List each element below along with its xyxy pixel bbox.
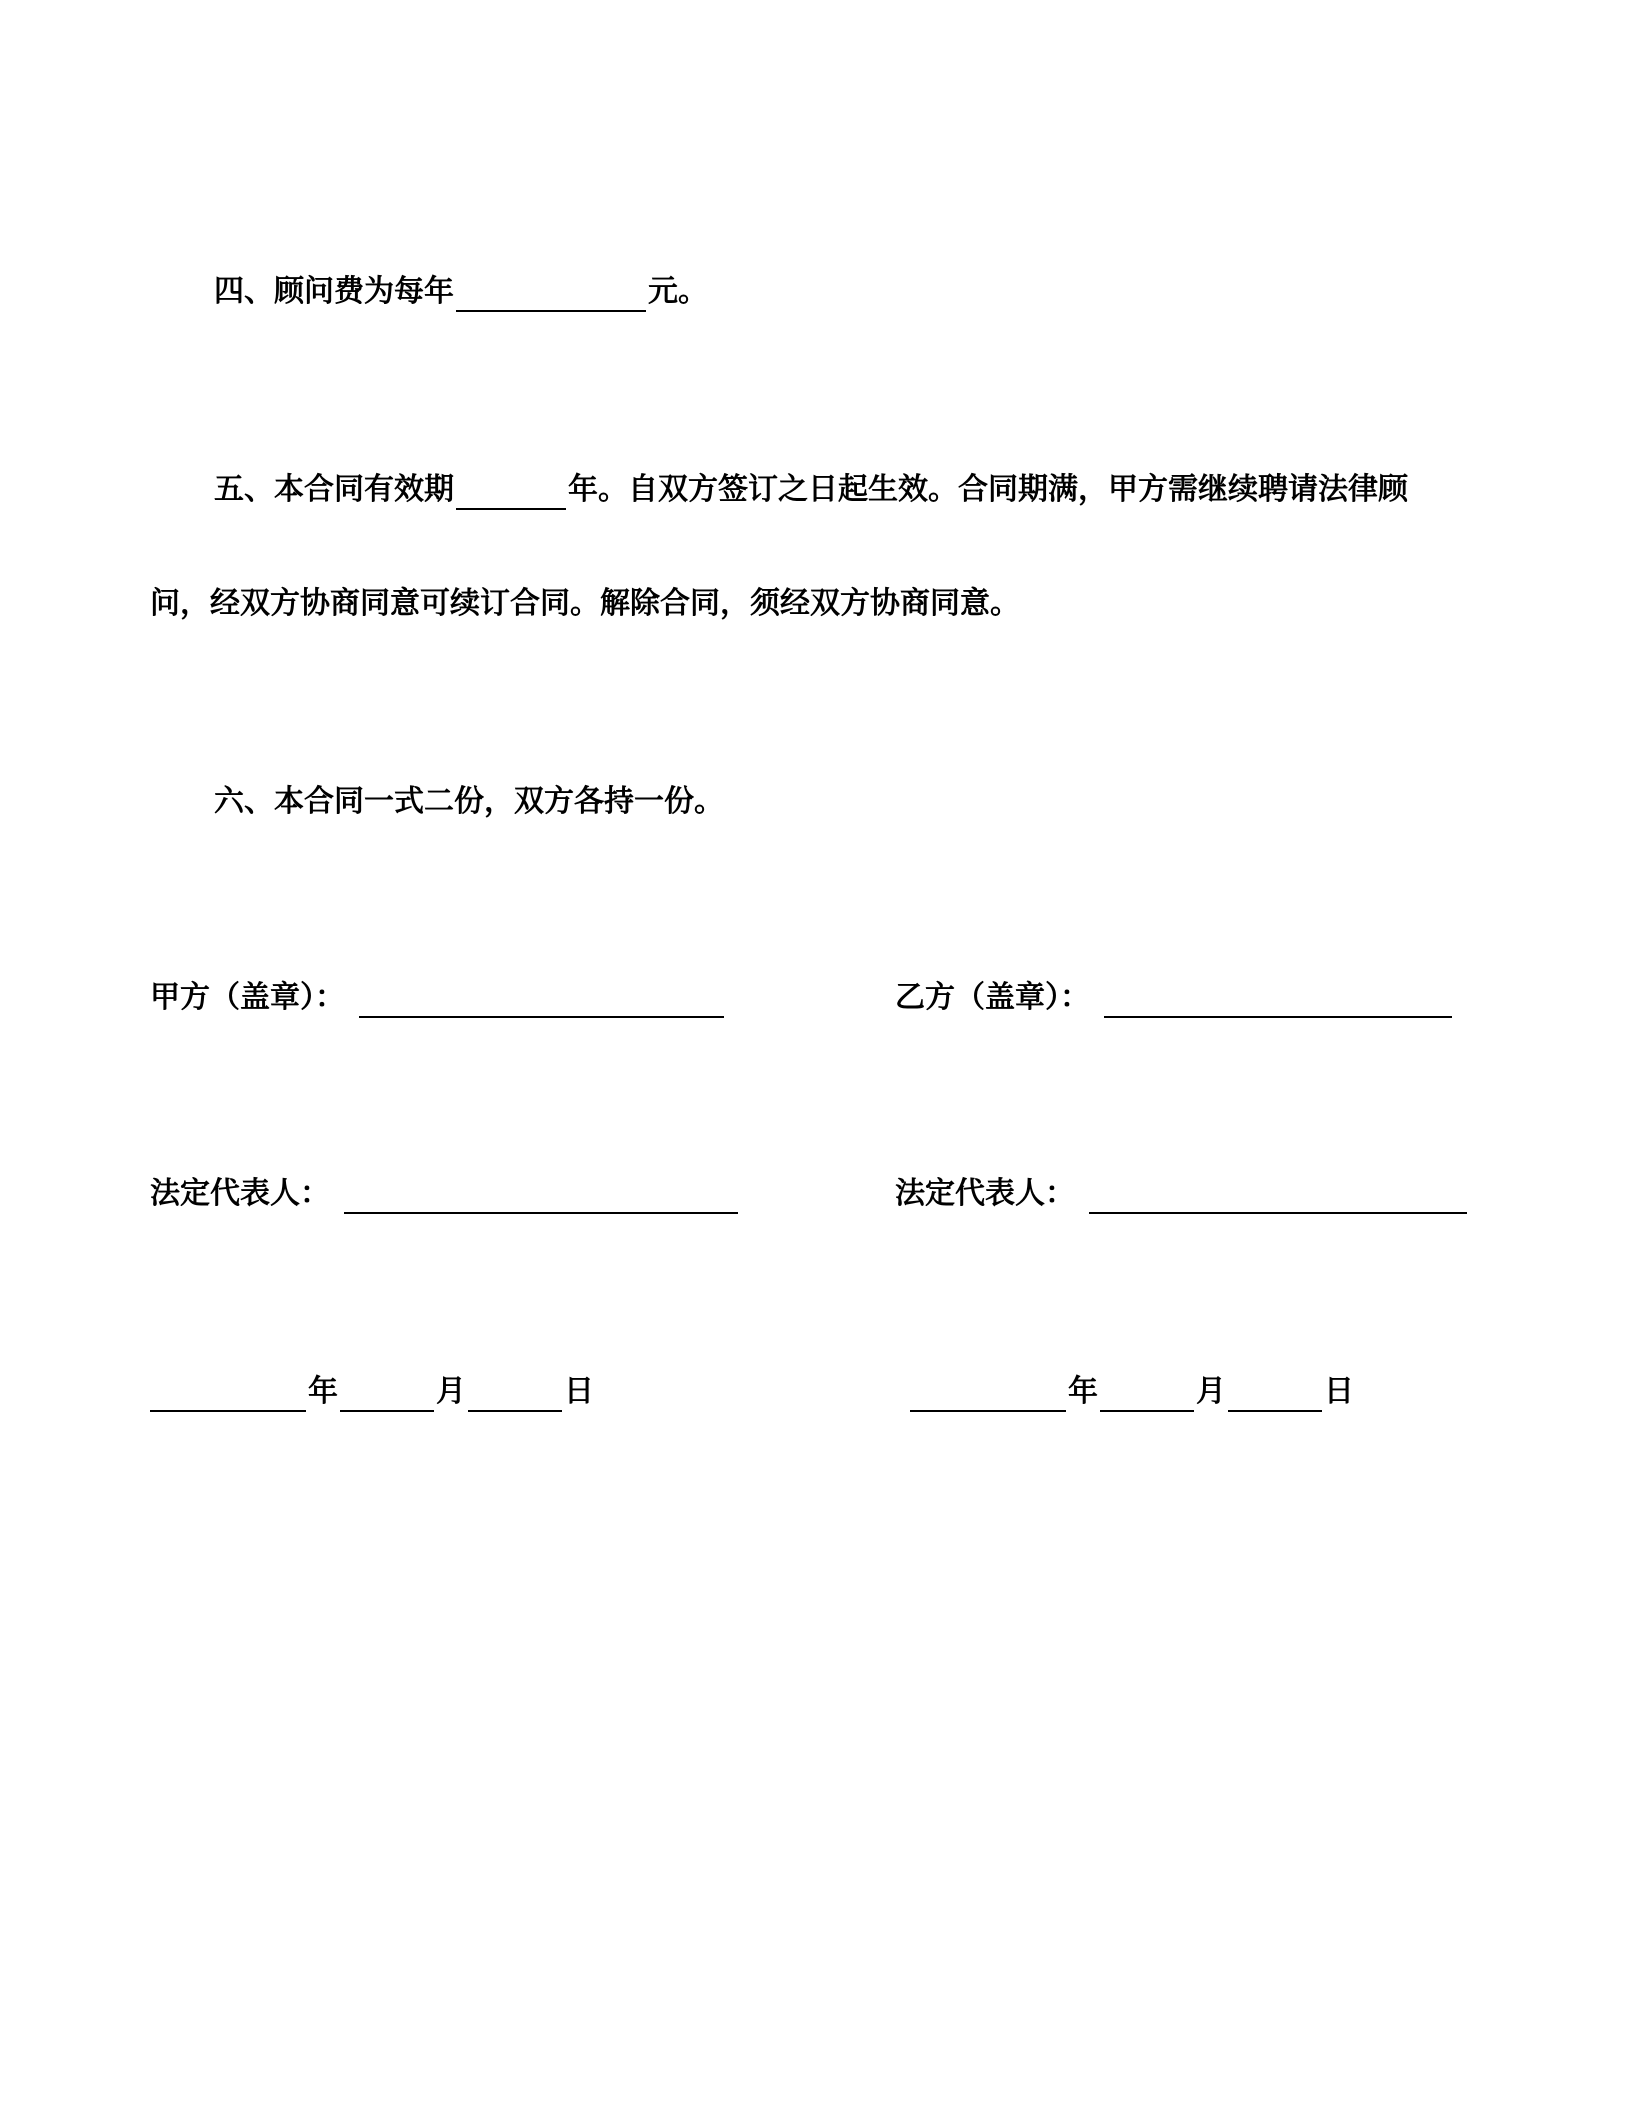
party-a-month-blank[interactable]: [340, 1374, 434, 1412]
clause-six-text: 六、本合同一式二份，双方各持一份。: [214, 784, 724, 819]
party-a-day-blank[interactable]: [468, 1374, 562, 1412]
clause-five-line2-text: 问，经双方协商同意可续订合同。解除合同，须经双方协商同意。: [150, 586, 1020, 621]
party-a-seal-blank[interactable]: [359, 980, 724, 1018]
party-b-day-label: 日: [1324, 1374, 1354, 1409]
clause-four: [214, 272, 708, 312]
clause-six: [214, 782, 724, 822]
contract-term-blank[interactable]: [456, 472, 566, 510]
party-b-seal-label: 乙方（盖章）：: [895, 980, 1090, 1015]
clause-five-prefix: 五、本合同有效期: [214, 472, 454, 507]
clause-five-line2: [150, 584, 1020, 624]
annual-fee-blank[interactable]: [456, 274, 646, 312]
party-a-date-row: [150, 1372, 594, 1412]
clause-five-suffix: 年。自双方签订之日起生效。合同期满，甲方需继续聘请法律顾: [568, 472, 1408, 507]
party-b-month-blank[interactable]: [1100, 1374, 1194, 1412]
party-a-month-label: 月: [436, 1374, 466, 1409]
clause-five-line1: [214, 470, 1408, 510]
party-a-rep-blank[interactable]: [344, 1176, 738, 1214]
party-b-rep-label: 法定代表人：: [895, 1176, 1075, 1211]
party-a-seal-row: [150, 978, 726, 1018]
party-a-rep-label: 法定代表人：: [150, 1176, 330, 1211]
party-b-seal-row: [895, 978, 1454, 1018]
party-a-rep-row: [150, 1174, 740, 1214]
party-a-year-blank[interactable]: [150, 1374, 306, 1412]
party-b-year-label: 年: [1068, 1374, 1098, 1409]
clause-four-suffix: 元。: [648, 274, 708, 309]
party-b-day-blank[interactable]: [1228, 1374, 1322, 1412]
clause-four-prefix: 四、顾问费为每年: [214, 274, 454, 309]
party-b-year-blank[interactable]: [910, 1374, 1066, 1412]
party-b-rep-blank[interactable]: [1089, 1176, 1467, 1214]
party-a-day-label: 日: [564, 1374, 594, 1409]
party-b-date-row: [910, 1372, 1354, 1412]
party-a-seal-label: 甲方（盖章）：: [150, 980, 345, 1015]
party-b-rep-row: [895, 1174, 1469, 1214]
party-b-month-label: 月: [1196, 1374, 1226, 1409]
party-b-seal-blank[interactable]: [1104, 980, 1452, 1018]
party-a-year-label: 年: [308, 1374, 338, 1409]
